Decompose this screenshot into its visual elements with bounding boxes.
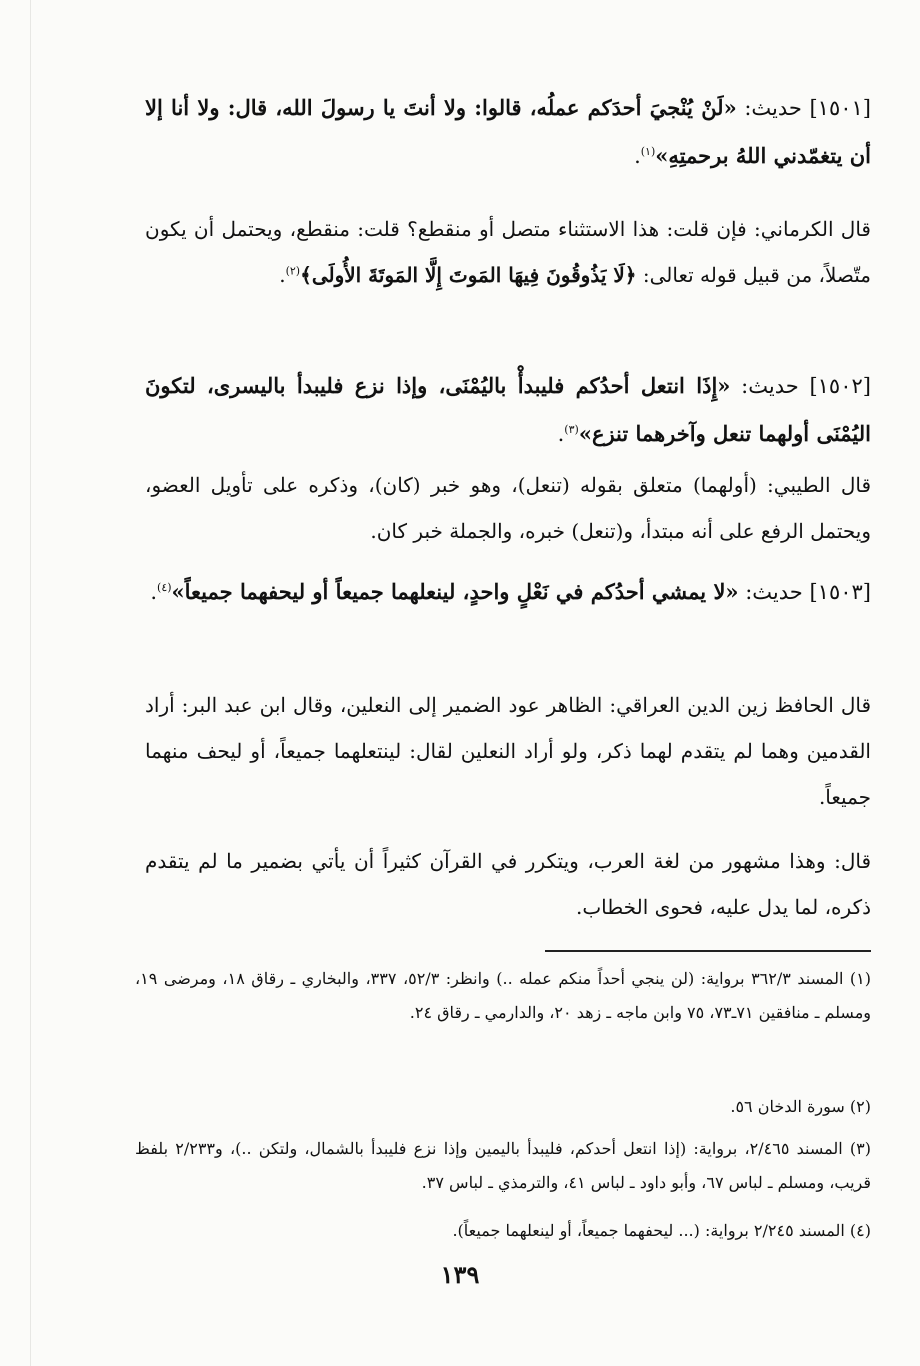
footnote-ref: (١): [640, 145, 656, 158]
footnote-4: (٤) المسند ٢/٢٤٥ برواية: (... ليحفهما جميعاً، أو لينعلهما جميعاً).: [452, 1221, 871, 1240]
footnote-ref: (٤): [157, 581, 172, 594]
footnote-ref: (٢): [285, 264, 301, 278]
footnote-1: (١) المسند ٣٦٢/٣ برواية: (لن ينجي أحداً منكم عمله ..) وانظر: ٥٢/٣، ٣٣٧، والبخاري ـ رقاق ١٨، ومرضى ١٩، ومسلم ـ منافقين ٧١ـ٧٣، ٧٥ وابن ماجه ـ زهد ٢٠، والدارمي ـ رقاق ٢٤.: [135, 969, 872, 1022]
hadith-label: حديث:: [741, 374, 799, 398]
quran-quote: ﴿لَا يَذُوقُونَ فِيهَا المَوتَ إِلَّا المَوتَةَ الأُولَى﴾: [300, 263, 637, 287]
footnote-ref: (٣): [564, 423, 579, 436]
commentary-text: قال الحافظ زين الدين العراقي: الظاهر عود الضمير إلى النعلين، وقال ابن عبد البر: أراد القدمين وهما لم يتقدم لهما ذكر، ولو أراد النعلين لقال: لينتعلهما جميعاً، أو ليحف منهما جميعاً.: [145, 693, 871, 809]
footnote-3: (٣) المسند ٢/٤٦٥، برواية: (إذا انتعل أحدكم، فليبدأ باليمين وإذا نزع فليبدأ بالشمال، ولتكن ..)، و٢/٢٣٣ بلفظ قريب، ومسلم ـ لباس ٦٧، وأبو داود ـ لباس ٤١، والترمذي ـ لباس ٣٧.: [135, 1139, 872, 1192]
hadith-number: [١٥٠٣]: [809, 580, 871, 604]
commentary-iraqi: [145, 682, 871, 820]
hadith-1502: [١٥٠٢] حديث: «إِذَا انتعل أحدُكم فليبدأْ باليُمْنَى، وإذا نزع فليبدأ باليسرى، لتكونَ اليُمْنَى أولهما تنعل وآخرهما تنزع»$^{(٣)}$.: [145, 373, 871, 446]
footnote-separator: [545, 950, 871, 952]
commentary-text: قال الطيبي: (أولهما) متعلق بقوله (تنعل)، وهو خبر (كان)، وذكره على تأويل العضو، ويحتمل الرفع على أنه مبتدأ، و(تنعل) خبره، والجملة خبر كان.: [145, 473, 871, 543]
commentary-tibi: [145, 462, 871, 554]
hadith-label: حديث:: [744, 96, 802, 120]
page-edge-line: [30, 0, 31, 1366]
commentary-text: قال: وهذا مشهور من لغة العرب، ويتكرر في القرآن كثيراً أن يأتي بضمير ما لم يتقدم ذكره، لما يدل عليه، فحوى الخطاب.: [145, 849, 872, 919]
commentary-text: قال الكرماني: فإن قلت: هذا الاستثناء متصل أو منقطع؟ قلت: منقطع، ويحتمل أن يكون متّصلاً، من قبيل قوله تعالى:: [145, 217, 871, 287]
hadith-1503: [١٥٠٣] حديث: «لا يمشي أحدُكم في نَعْلٍ واحدٍ، لينعلهما جميعاً أو ليحفهما جميعاً»$^{(٤)}$.: [150, 579, 871, 604]
footnote-2: (٢) سورة الدخان ٥٦.: [730, 1097, 871, 1116]
page-number: ١٣٩: [440, 1260, 480, 1289]
hadith-number: [١٥٠١]: [809, 96, 871, 120]
hadith-text: «لا يمشي أحدُكم في نَعْلٍ واحدٍ، لينعلهما جميعاً أو ليحفهما جميعاً»: [171, 579, 739, 604]
hadith-text: «لَنْ يُنْجيَ أحدَكم عملُه، قالوا: ولا أنتَ يا رسولَ الله، قال: ولا أنا إلا أن يتغمّدني اللهُ برحمتِهِ»: [145, 95, 871, 168]
commentary-qala: [145, 838, 871, 930]
hadith-text: «إِذَا انتعل أحدُكم فليبدأْ باليُمْنَى، وإذا نزع فليبدأ باليسرى، لتكونَ اليُمْنَى أولهما تنعل وآخرهما تنزع»: [145, 373, 871, 446]
hadith-1501: [١٥٠١] حديث: «لَنْ يُنْجيَ أحدَكم عملُه، قالوا: ولا أنتَ يا رسولَ الله، قال: ولا أنا إلا أن يتغمّدني اللهُ برحمتِهِ»$^{(١)}$.: [145, 95, 871, 168]
commentary-kirmani: قال الكرماني: فإن قلت: هذا الاستثناء متصل أو منقطع؟ قلت: منقطع، ويحتمل أن يكون متّصلاً، من قبيل قوله تعالى: ﴿لَا يَذُوقُونَ فِيهَا المَوتَ إِلَّا المَوتَةَ الأُولَى﴾$^{(٢)}$.: [145, 217, 871, 287]
hadith-number: [١٥٠٢]: [809, 374, 871, 398]
hadith-label: حديث:: [745, 580, 803, 604]
